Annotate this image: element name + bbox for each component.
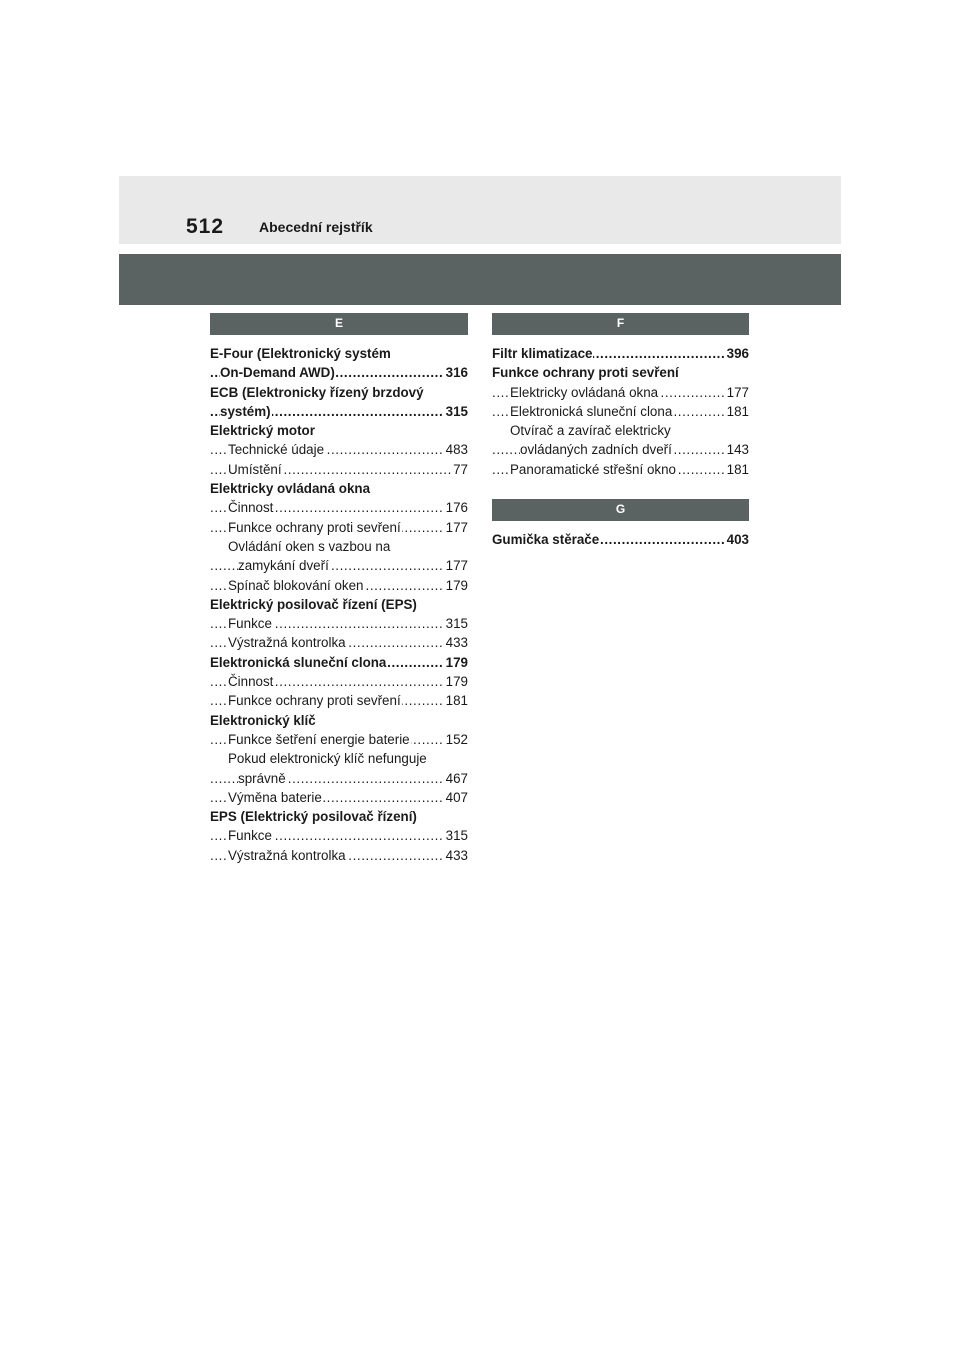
index-entry-text: Ovládání oken s vazbou na — [228, 538, 391, 554]
index-entry-page[interactable]: 316 — [444, 363, 468, 382]
index-entry — [210, 344, 468, 363]
index-entry — [210, 730, 468, 749]
index-entry-text: Elektronická sluneční clona — [210, 654, 387, 670]
index-entry-page[interactable]: 403 — [725, 530, 749, 549]
header-dark-band — [119, 254, 841, 305]
index-entry-page[interactable]: 433 — [444, 633, 468, 652]
index-entry — [210, 749, 468, 768]
index-entry — [210, 614, 468, 633]
letter-heading-f: F — [492, 313, 749, 335]
index-entry-text: Pokud elektronický klíč nefunguje — [228, 751, 427, 767]
index-entry-page[interactable]: 77 — [451, 460, 468, 479]
index-entry-page[interactable]: 179 — [444, 672, 468, 691]
index-entry-text: Funkce — [228, 828, 272, 844]
index-entry-page[interactable]: 396 — [725, 344, 749, 363]
index-entry-page[interactable]: 143 — [725, 440, 749, 459]
index-column-right — [492, 313, 749, 549]
index-entry-text: Funkce ochrany proti sevření — [228, 693, 401, 709]
index-entry — [492, 402, 749, 421]
page-title: Abecední rejstřík — [259, 219, 373, 235]
index-entry-page[interactable]: 181 — [444, 691, 468, 710]
index-entry — [210, 440, 468, 459]
index-entry — [210, 556, 468, 575]
index-entry — [492, 460, 749, 479]
index-entry-text: ovládaných zadních dveří — [520, 442, 672, 458]
letter-heading-e: E — [210, 313, 468, 335]
index-entry — [210, 537, 468, 556]
index-entry-page[interactable]: 467 — [444, 769, 468, 788]
index-entry-text: Funkce — [228, 616, 272, 632]
index-entry-page[interactable]: 152 — [444, 730, 468, 749]
index-entry — [210, 769, 468, 788]
index-entry-text: Výměna baterie — [228, 789, 322, 805]
index-list-g — [492, 530, 749, 549]
index-entry — [210, 363, 468, 382]
index-entry-text: Elektronický klíč — [210, 712, 316, 728]
index-entry-page[interactable]: 179 — [444, 653, 468, 672]
index-entry-text: On-Demand AWD) — [220, 365, 335, 381]
index-entry — [210, 498, 468, 517]
index-entry — [210, 691, 468, 710]
index-entry-page[interactable]: 315 — [444, 826, 468, 845]
index-entry-text: EPS (Elektrický posilovač řízení) — [210, 809, 417, 825]
index-entry-text: Elektrický motor — [210, 423, 315, 439]
index-entry-text: správně — [238, 770, 286, 786]
index-entry — [492, 344, 749, 363]
index-entry — [210, 672, 468, 691]
index-entry-page[interactable]: 315 — [444, 614, 468, 633]
index-entry-text: Umístění — [228, 461, 282, 477]
index-entry-page[interactable]: 181 — [725, 402, 749, 421]
index-entry-text: Výstražná kontrolka — [228, 847, 346, 863]
index-entry-text: ECB (Elektronicky řízený brzdový — [210, 384, 424, 400]
index-entry — [210, 479, 468, 498]
index-entry — [492, 440, 749, 459]
index-entry-text: Funkce ochrany proti sevření — [492, 365, 679, 381]
index-entry-page[interactable]: 177 — [444, 518, 468, 537]
index-entry-page[interactable]: 177 — [444, 556, 468, 575]
index-entry-text: Funkce ochrany proti sevření — [228, 519, 401, 535]
index-entry-page[interactable]: 179 — [444, 576, 468, 595]
index-entry — [210, 633, 468, 652]
page-number: 512 — [186, 215, 225, 238]
index-list-e — [210, 344, 468, 865]
index-entry-text: Činnost — [228, 674, 274, 690]
index-entry — [210, 518, 468, 537]
index-entry — [210, 460, 468, 479]
index-entry-text: Elektrický posilovač řízení (EPS) — [210, 596, 417, 612]
index-entry-page[interactable]: 181 — [725, 460, 749, 479]
index-entry — [210, 711, 468, 730]
index-entry — [210, 595, 468, 614]
index-entry-text: zamykání dveří — [238, 558, 329, 574]
index-entry — [210, 788, 468, 807]
index-entry — [492, 363, 749, 382]
index-entry-page[interactable]: 433 — [444, 846, 468, 865]
index-entry-page[interactable]: 315 — [444, 402, 468, 421]
index-entry-page[interactable]: 177 — [725, 383, 749, 402]
index-entry — [210, 653, 468, 672]
index-entry — [492, 421, 749, 440]
index-entry-text: Spínač blokování oken — [228, 577, 364, 593]
index-entry — [210, 846, 468, 865]
letter-heading-g: G — [492, 499, 749, 521]
index-entry-text: Filtr klimatizace — [492, 346, 593, 361]
index-entry-text: Technické údaje — [228, 442, 325, 458]
index-entry-text: Funkce šetření energie baterie — [228, 731, 410, 747]
index-entry — [492, 530, 749, 549]
index-entry-page[interactable]: 483 — [444, 440, 468, 459]
index-entry — [210, 807, 468, 826]
index-entry — [210, 383, 468, 402]
index-entry — [210, 576, 468, 595]
index-entry — [210, 402, 468, 421]
index-entry-text: Výstražná kontrolka — [228, 635, 346, 651]
index-entry-text: E-Four (Elektronický systém — [210, 346, 391, 361]
index-column-left — [210, 313, 468, 865]
index-entry-text: Otvírač a zavírač elektricky — [510, 423, 671, 439]
index-entry — [210, 826, 468, 845]
index-entry-text: Elektronická sluneční clona — [510, 403, 673, 419]
header-band — [119, 176, 841, 244]
index-entry-page[interactable]: 176 — [444, 498, 468, 517]
index-entry — [210, 421, 468, 440]
index-entry-text: Elektricky ovládaná okna — [510, 384, 659, 400]
index-entry — [492, 383, 749, 402]
index-entry-text: systém) — [220, 403, 271, 419]
index-entry-text: Elektricky ovládaná okna — [210, 481, 371, 497]
index-entry-page[interactable]: 407 — [444, 788, 468, 807]
index-list-f — [492, 344, 749, 479]
index-entry-text: Činnost — [228, 500, 274, 516]
index-entry-text: Gumička stěrače — [492, 532, 600, 548]
index-entry-text: Panoramatické střešní okno — [510, 461, 676, 477]
